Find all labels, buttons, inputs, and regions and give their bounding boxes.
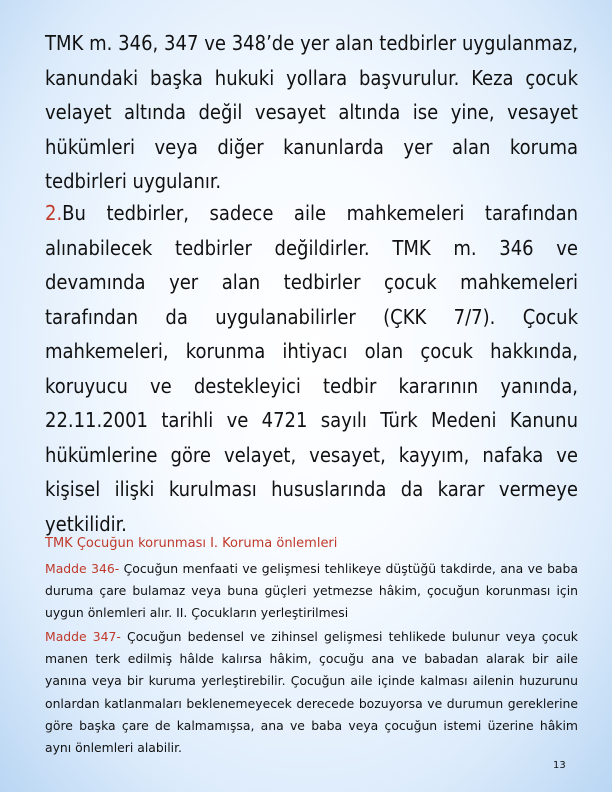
paragraph-2-text: Bu tedbirler, sadece aile mahkemeleri tarafından alınabilecek tedbirler değildirler. TMK m. 346 ve devamında yer alan tedbirler çocuk mahkemeleri tarafından da uygulanabilirler (ÇKK 7/7). Çocuk mahkemeleri, korunma ihtiyacı olan çocuk hakkında, koruyucu ve destekleyici tedbir kararının yanında, 22.11.2001 tarihli ve 4721 sayılı Türk Medeni Kanunu hükümlerine göre velayet, vesayet, kayyım, nafaka ve kişisel ilişki kurulması hususlarında da karar vermeye yetkilidir.: [45, 201, 578, 536]
page-number: 13: [553, 760, 566, 771]
article-347-text: Çocuğun bedensel ve zihinsel gelişmesi tehlikede bulunur veya çocuk manen terk edilmiş hâlde kalırsa hâkim, çocuğu ana ve babadan alarak bir aile yanına veya bir kuruma yerleştirebilir. Çocuğun aile içinde kalması ailenin huzurunu onlardan katlanmaları beklenemeyecek derecede bozuyorsa ve durumun gereklerine göre başka çare de kalmamışsa, ana ve baba veya çocuğun istemi üzerine hâkim aynı önlemleri alabilir.: [45, 629, 578, 756]
article-347: [45, 626, 578, 759]
paragraph-1: TMK m. 346, 347 ve 348’de yer alan tedbirler uygulanmaz, kanundaki başka hukuki yollara başvurulur. Keza çocuk velayet altında değil vesayet altında ise yine, vesayet hükümleri veya diğer kanunlarda yer alan koruma tedbirleri uygulanır.: [45, 31, 578, 193]
article-346-label: Madde 346-: [45, 561, 120, 576]
paragraph-2: [45, 196, 578, 541]
article-346-text: Çocuğun menfaati ve gelişmesi tehlikeye düştüğü takdirde, ana ve baba duruma çare bulamaz veya buna güçleri yetmezse hâkim, çocuğun korunması için uygun önlemleri alır. II. Çocukların yerleştirilmesi: [45, 561, 578, 621]
article-346: [45, 558, 578, 625]
law-excerpt-heading: TMK Çocuğun korunması I. Koruma önlemleri: [45, 536, 338, 551]
article-347-label: Madde 347-: [45, 629, 121, 644]
paragraph-2-number: 2.: [45, 201, 63, 225]
